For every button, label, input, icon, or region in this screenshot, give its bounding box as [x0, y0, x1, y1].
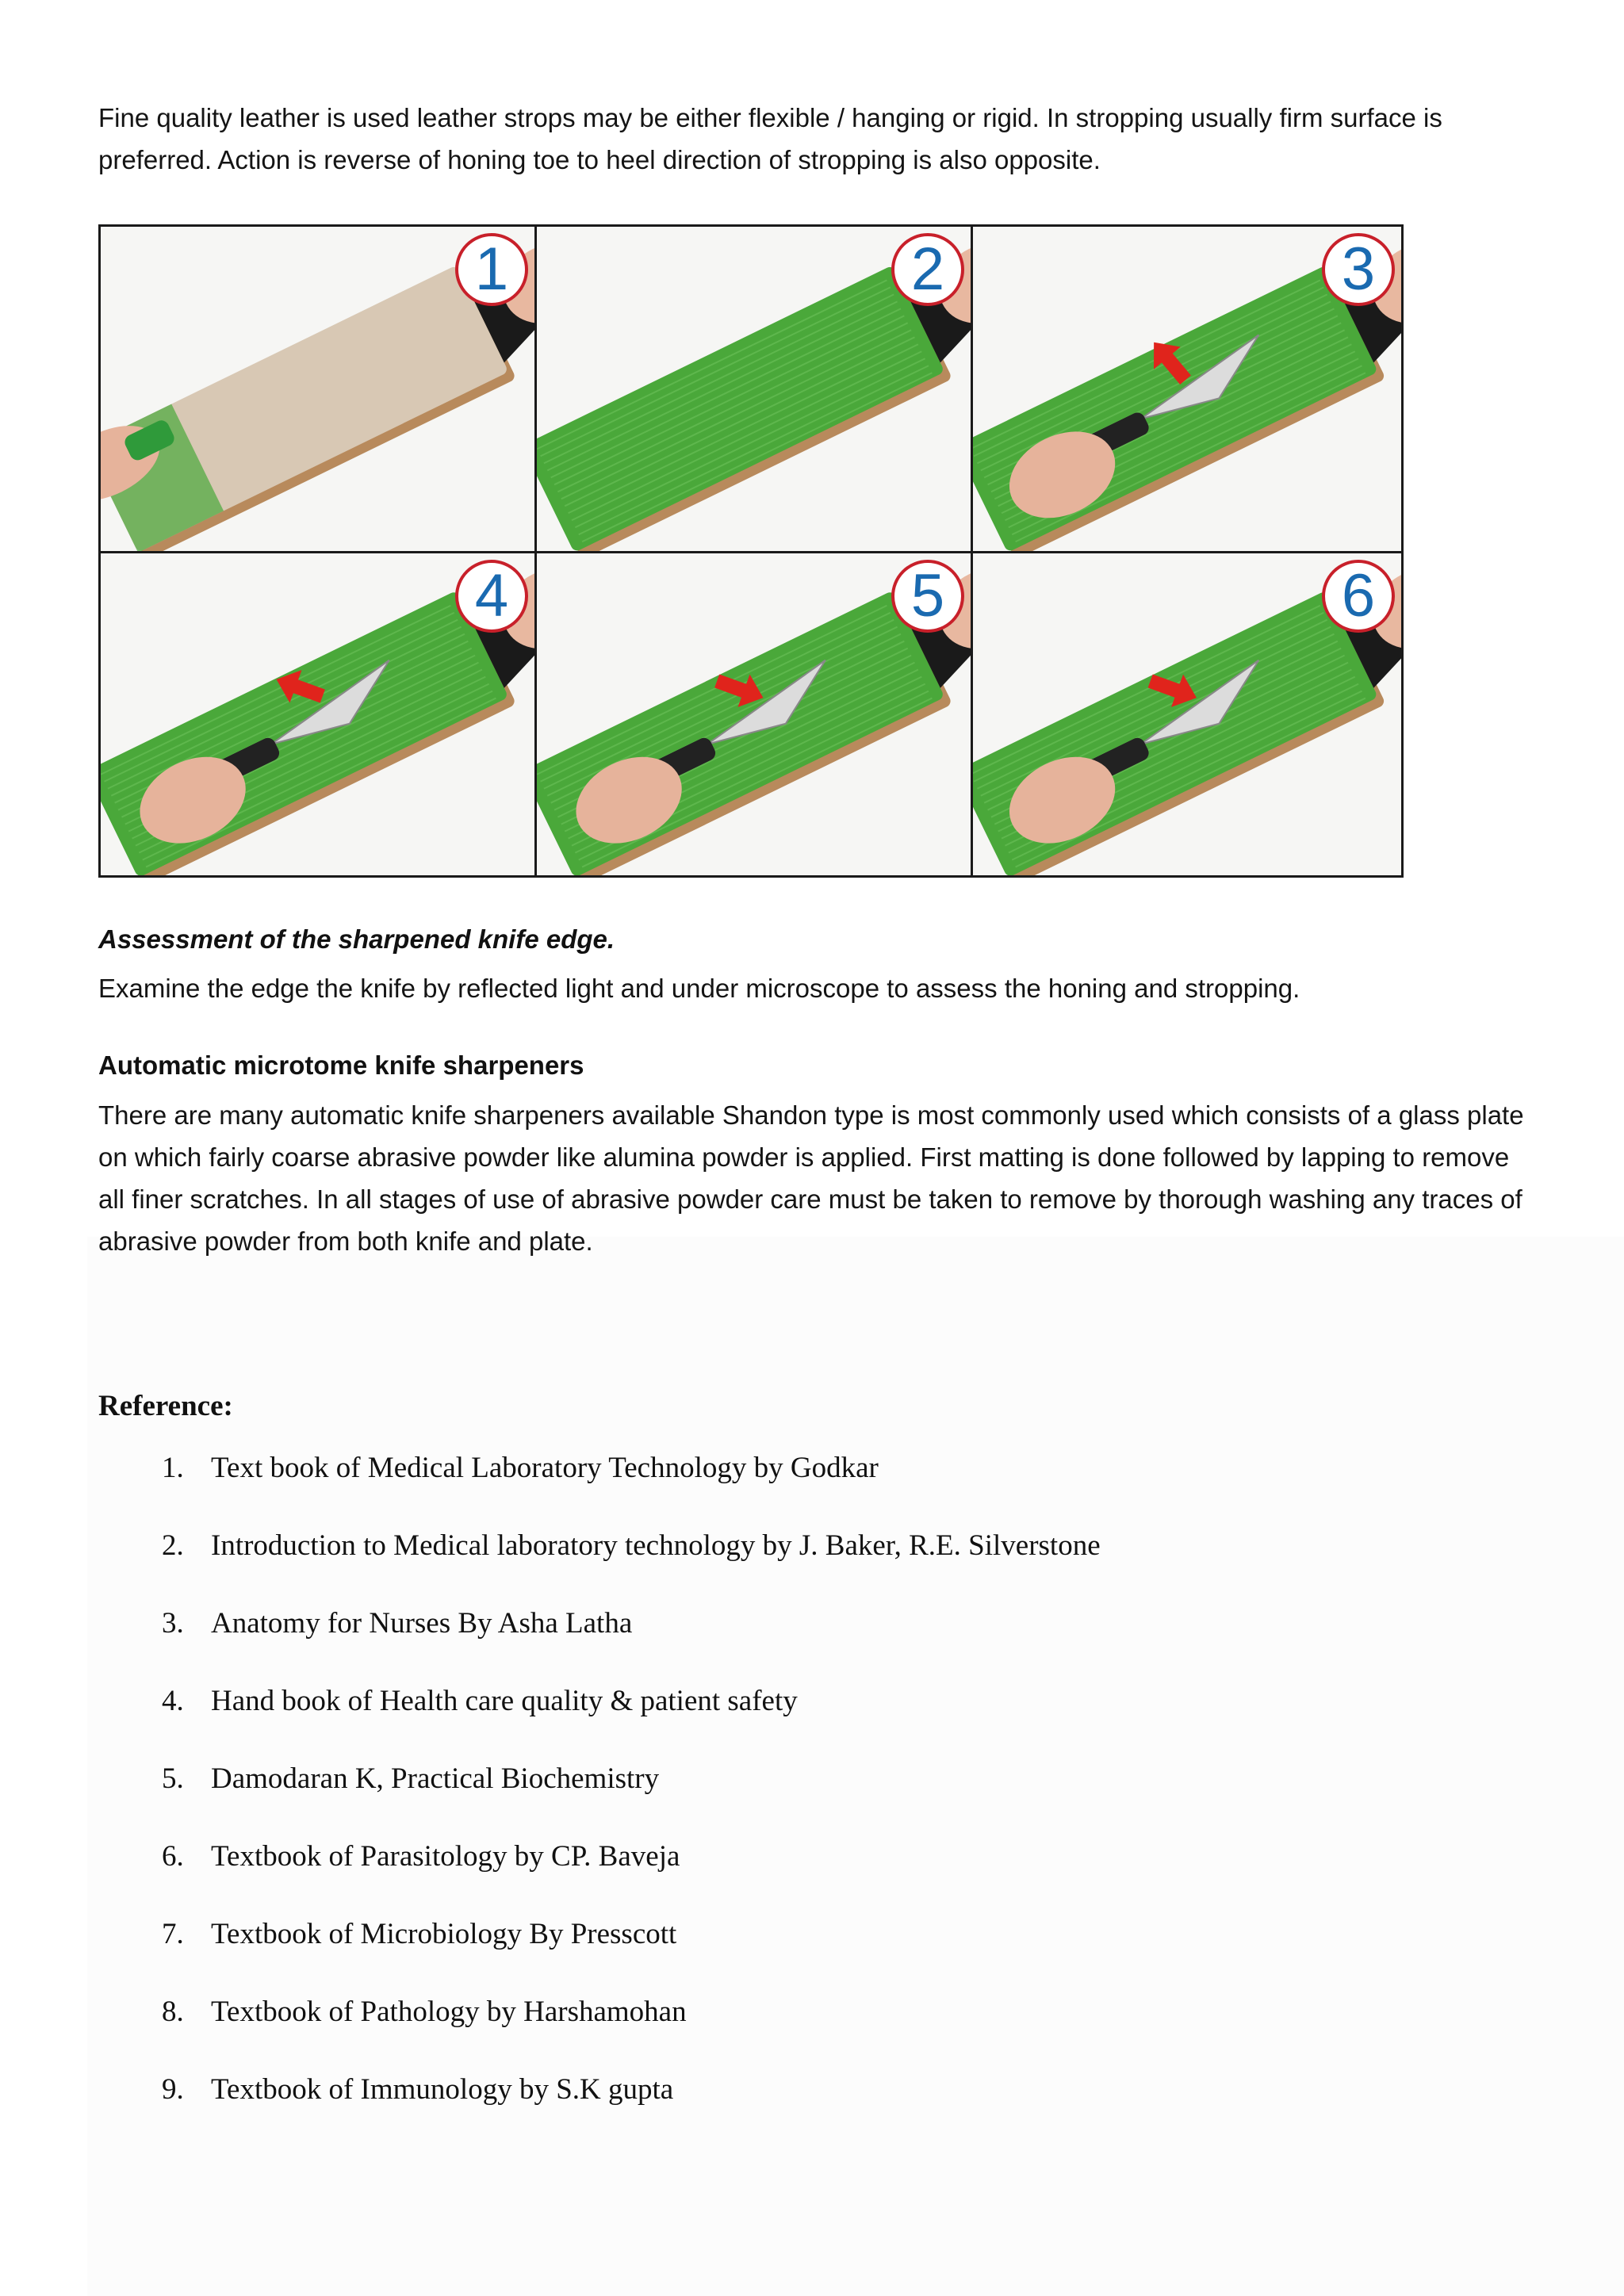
step-number-badge: 4: [455, 560, 528, 633]
figure-panel-2: [537, 227, 971, 551]
automatic-heading: Automatic microtome knife sharpeners: [98, 1050, 584, 1080]
stropping-figure: [98, 224, 1404, 878]
step-number-badge: 5: [891, 560, 964, 633]
reference-title: Reference:: [98, 1390, 233, 1422]
intro-paragraph: Fine quality leather is used leather strops may be either flexible / hanging or rigid. In stropping usually firm surface is preferred. Action is reverse of honing toe to heel direction of stropping is also opposite.: [98, 103, 1442, 174]
figure-panel-1: [101, 227, 534, 551]
figure-panel-5: [537, 553, 971, 875]
figure-panel-4: [101, 553, 534, 875]
step-number-badge: 6: [1322, 560, 1395, 633]
assessment-text: Examine the edge the knife by reflected light and under microscope to assess the honing and stropping.: [98, 974, 1300, 1003]
automatic-text: There are many automatic knife sharpeners available Shandon type is most commonly used which consists of a glass plate on which fairly coarse abrasive powder like alumina powder is applied. First matting is done followed by lapping to remove all finer scratches. In all stages of use of abrasive powder care must be taken to remove by thorough washing any traces of abrasive powder from both knife and plate.: [98, 1100, 1524, 1256]
figure-panel-6: [973, 553, 1401, 875]
step-number-badge: 1: [455, 233, 528, 306]
step-number-badge: 2: [891, 233, 964, 306]
assessment-heading: Assessment of the sharpened knife edge.: [98, 924, 615, 954]
figure-panel-3: [973, 227, 1401, 551]
step-number-badge: 3: [1322, 233, 1395, 306]
